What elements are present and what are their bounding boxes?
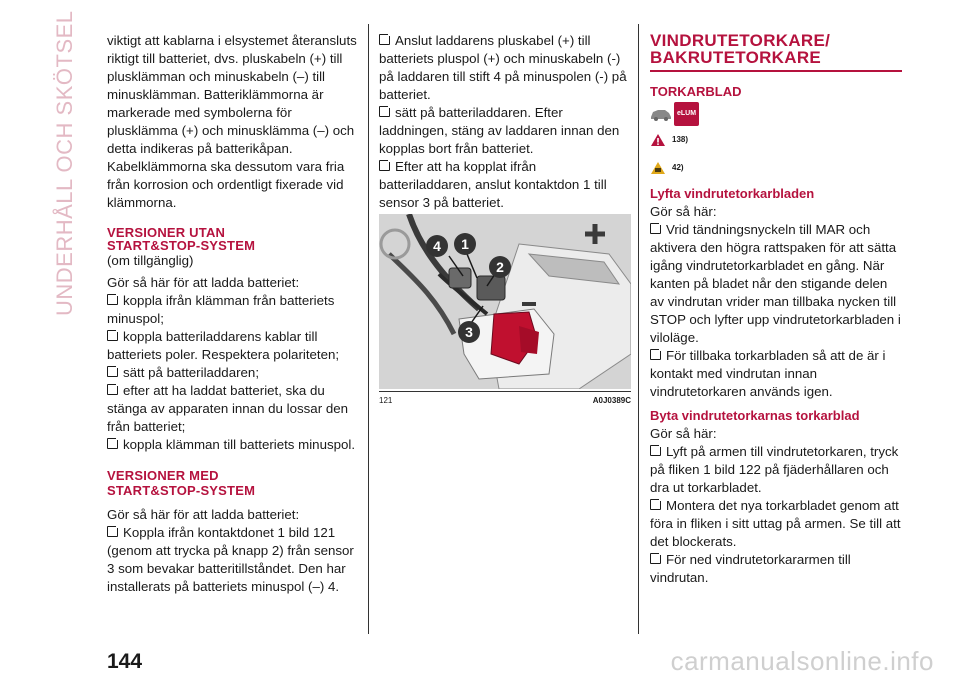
note-ref: 42): [672, 163, 684, 172]
bullet-icon: [107, 526, 118, 537]
list-item: Montera det nya torkarbladet genom att föra in fliken i sitt uttag på armen. Se till att det blockerats.: [650, 498, 901, 549]
battery-drawing: [379, 214, 631, 389]
bullet-icon: [650, 553, 661, 564]
chapter-side-tab: UNDERHÅLL OCH SKÖTSEL: [52, 10, 77, 316]
caution-icon: [650, 161, 666, 175]
bullet-icon: [107, 384, 118, 395]
section-title: VINDRUTETORKARE/ BAKRUTETORKARE: [650, 32, 902, 72]
battery-illustration: [379, 214, 631, 389]
section-lead: Gör så här för att ladda batteriet:: [107, 507, 300, 522]
bullet-icon: [107, 438, 118, 449]
list-item: Lyft på armen till vindrutetorkaren, tryck på fliken 1 bild 122 på fjäderhållaren och dra ut torkarbladet.: [650, 444, 899, 495]
bullet-icon: [107, 366, 118, 377]
icon-row-warning: [650, 129, 902, 151]
list-item: Anslut laddarens pluskabel (+) till batteriets pluspol (+) och minuskabeln (-) på laddaren till stift 4 på minuspolen (-) på batteriet.: [379, 33, 627, 102]
column-divider: [368, 24, 369, 634]
list-item: sätt på batteriladdaren;: [107, 364, 357, 382]
change-heading: Byta vindrutetorkarnas torkarblad: [650, 408, 860, 423]
list-item: Vrid tändningsnyckeln till MAR och aktivera den högra rattspaken för att sätta igång vindrutetorkarbladet en gång. När kanten på bladet når den stigande delen av vindrutan vrider man tillbaka nycken till STOP och lyfter upp vindrutetorkarbladen i viloläge.: [650, 222, 901, 345]
bullet-icon: [379, 34, 390, 45]
section-heading-without-startstop: VERSIONER UTAN START&STOP-SYSTEM: [107, 225, 256, 253]
lift-heading: Lyfta vindrutetorkarbladen: [650, 186, 815, 201]
list-item: För ned vindrutetorkararmen till vindrutan.: [650, 552, 851, 585]
warning-ref: 138): [672, 135, 689, 144]
bullet-icon: [379, 106, 390, 117]
watermark: carmanualsonline.info: [670, 646, 934, 676]
bullet-icon: [107, 294, 118, 305]
intro-paragraph: viktigt att kablarna i elsystemet återansluts riktigt till batteriet, dvs. pluskabeln (+) till plusklämman och minuskabeln (–) till minusklämman. Batteriklämmorna är markerade med symbolerna för plusklämma (+) och minusklämma (–) och detta indikeras på batterikåpan. Kabelklämmorna ska dessutom vara fria från korrosion och ordentligt fixerade vid klämmorna.: [107, 33, 357, 210]
list-item: sätt på batteriladdaren. Efter laddningen, stäng av laddaren innan den kopplas bort från batteriet.: [379, 105, 620, 156]
page-number: 144: [107, 650, 143, 673]
list-item: För tillbaka torkarbladen så att de är i kontakt med vindrutan innan vindrutetorkaren används igen.: [650, 348, 886, 399]
figure-number: 121: [379, 396, 393, 405]
column-divider: [638, 24, 639, 634]
list-item: efter att ha laddat batteriet, ska du stänga av apparaten innan du lossar den från batteriet;: [107, 383, 348, 434]
svg-text:1: 1: [461, 236, 469, 252]
icon-row-note: [650, 157, 902, 179]
figure-code: A0J0389C: [592, 396, 631, 405]
bullet-icon: [379, 160, 390, 171]
svg-text:2: 2: [496, 259, 504, 275]
figure-caption: [379, 391, 631, 405]
list-item: koppla ifrån klämman från batteriets minuspol;: [107, 293, 335, 326]
step-list: [107, 292, 357, 454]
bullet-icon: [650, 223, 661, 234]
bullet-icon: [107, 330, 118, 341]
column-2: [379, 32, 629, 212]
section-heading-with-startstop: VERSIONER MED START&STOP-SYSTEM: [107, 468, 256, 498]
warning-icon: [650, 133, 666, 147]
section-lead: Gör så här för att ladda batteriet:: [107, 275, 300, 290]
lift-lead: Gör så här:: [650, 204, 717, 219]
elum-badge: eLUM: [674, 102, 699, 126]
subsection-title: TORKARBLAD: [650, 84, 742, 99]
change-lead: Gör så här:: [650, 426, 717, 441]
list-item: koppla klämman till batteriets minuspol.: [107, 436, 357, 454]
column-1: [107, 32, 357, 596]
list-item: koppla batteriladdarens kablar till batteriets poler. Respektera polariteten;: [107, 329, 340, 362]
bullet-icon: [650, 499, 661, 510]
battery-figure: [379, 214, 631, 410]
bullet-icon: [650, 349, 661, 360]
svg-text:3: 3: [465, 324, 473, 340]
icon-row-badges: [650, 103, 902, 125]
bullet-icon: [650, 445, 661, 456]
section-note: (om tillgänglig): [107, 253, 194, 268]
list-item: Efter att ha kopplat ifrån batteriladdaren, anslut kontaktdon 1 till sensor 3 på batteriet.: [379, 159, 607, 210]
svg-text:4: 4: [433, 238, 441, 254]
list-item: Koppla ifrån kontaktdonet 1 bild 121 (genom att trycka på knapp 2) från sensor 3 som bevakar batteritillståndet. Den har installerats på batteriets minuspol (–) 4.: [107, 525, 354, 594]
car-icon: [650, 107, 672, 121]
column-3: [650, 32, 902, 587]
